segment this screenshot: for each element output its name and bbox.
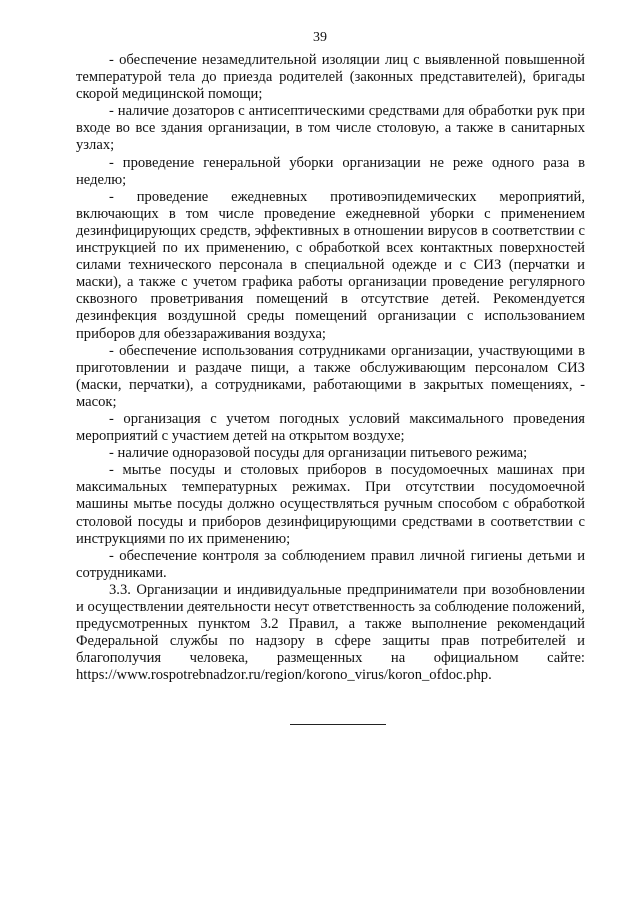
page-number: 39 bbox=[313, 30, 327, 45]
paragraph-dispensers: - наличие дозаторов с антисептическими средствами для обработки рук при входе во все здания организации, в том числе столовую, а также в санитарных узлах; bbox=[76, 103, 585, 154]
paragraph-ppe-staff: - обеспечение использования сотрудниками организации, участвующими в приготовлении и раздаче пищи, а также обслуживающим персоналом СИЗ (маски, перчатки), а сотрудниками, работающими в закрытых помещениях, - масок; bbox=[76, 342, 585, 410]
paragraph-section-3-3: 3.3. Организации и индивидуальные предприниматели при возобновлении и осуществлении деятельности несут ответственность за соблюдение положений, предусмотренных пунктом 3.2 Правил, а также выполнение рекомендаций Федеральной службы по надзору в сфере защиты прав потребителей и благополучия человека, размещенных на официальном сайте: https://www.rospotrebnadzor.ru/region/korono_virus/koron_ofdoc.php. bbox=[76, 581, 585, 684]
paragraph-daily-measures: - проведение ежедневных противоэпидемических мероприятий, включающих в том числе проведение ежедневной уборки с применением дезинфицирующих средств, эффективных в отношении вирусов в соответствии с инструкцией по их применению, с обработкой всех контактных поверхностей силами технического персонала в специальной одежде и с СИЗ (перчатки и маски), а также с учетом графика работы организации проведение регулярного сквозного проветривания помещений в отсутствие детей. Рекомендуется дезинфекция воздушной среды помещений организации с использованием приборов для обеззараживания воздуха; bbox=[76, 188, 585, 342]
paragraph-hygiene-control: - обеспечение контроля за соблюдением правил личной гигиены детьми и сотрудниками. bbox=[76, 547, 585, 581]
paragraph-general-cleaning: - проведение генеральной уборки организации не реже одного раза в неделю; bbox=[76, 154, 585, 188]
document-body bbox=[76, 52, 585, 684]
end-divider-line bbox=[290, 724, 386, 725]
paragraph-outdoor-activities: - организация с учетом погодных условий максимального проведения мероприятий с участием детей на открытом воздухе; bbox=[76, 410, 585, 445]
paragraph-isolation: - обеспечение незамедлительной изоляции лиц с выявленной повышенной температурой тела до приезда родителей (законных представителей), бригады скорой медицинской помощи; bbox=[76, 52, 585, 103]
paragraph-disposable-dishes: - наличие одноразовой посуды для организации питьевого режима; bbox=[109, 445, 528, 462]
paragraph-dishwashing: - мытье посуды и столовых приборов в посудомоечных машинах при максимальных температурных режимах. При отсутствии посудомоечной машины мытье посуды должно осуществляться ручным способом с обработкой столовой посуды и приборов дезинфицирующими средствами в соответствии с инструкциями по их применению; bbox=[76, 462, 585, 547]
